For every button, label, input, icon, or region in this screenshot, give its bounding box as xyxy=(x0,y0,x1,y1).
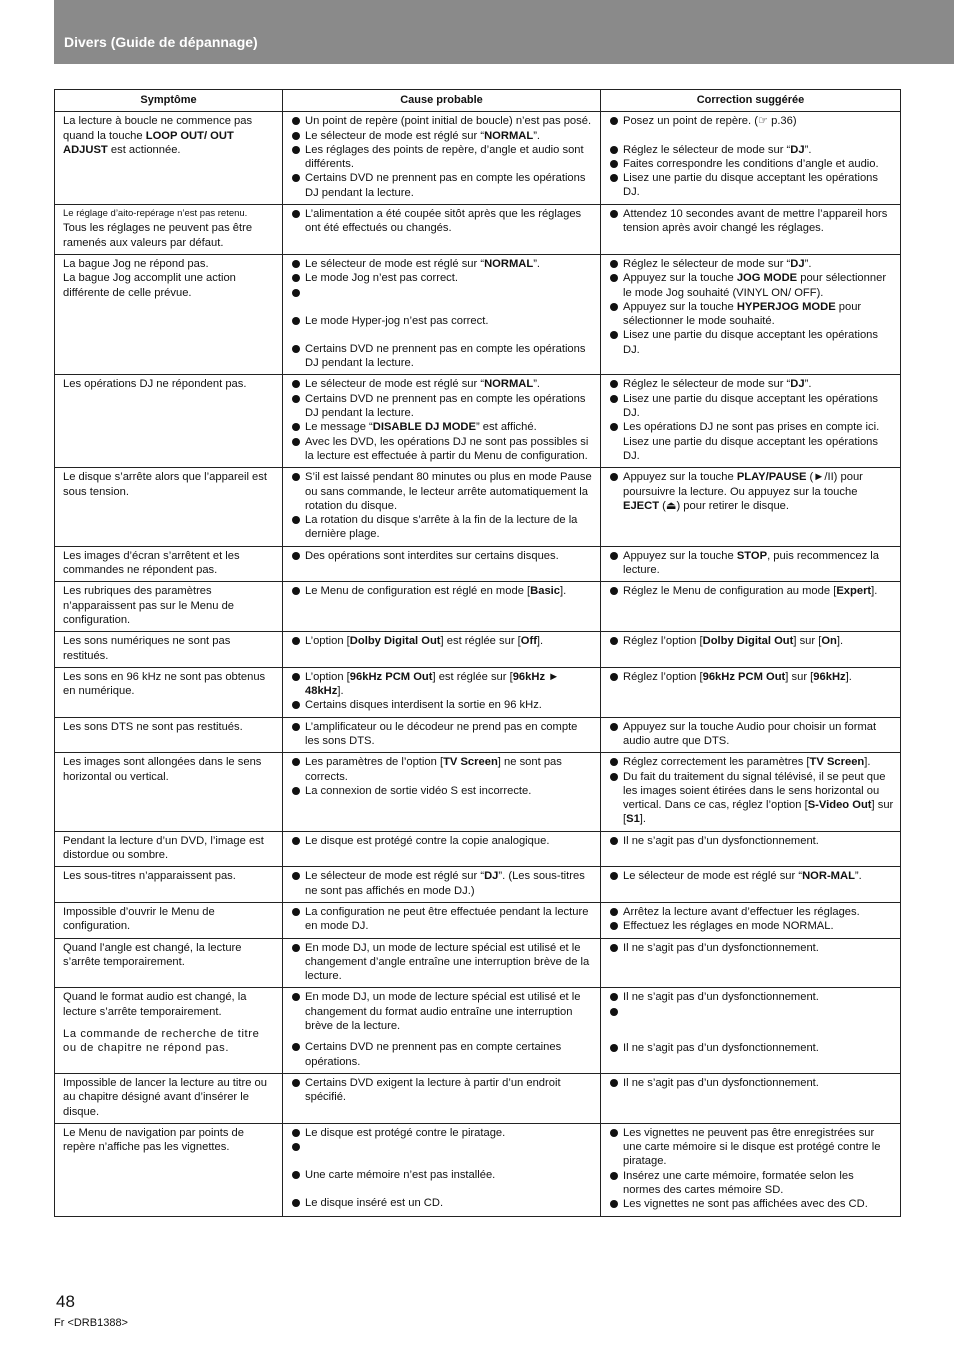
cause-cell xyxy=(283,1073,601,1123)
list-item: Posez un point de repère. (☞ p.36) xyxy=(609,114,894,128)
cause-cell xyxy=(283,717,601,753)
list-item: L’option [Dolby Digital Out] est réglée sur [Off]. xyxy=(291,634,594,648)
list-item: La connexion de sortie vidéo S est incorrecte. xyxy=(291,784,594,798)
list-item: La configuration ne peut être effectuée pendant la lecture en mode DJ. xyxy=(291,905,594,934)
list-item: Un point de repère (point initial de boucle) n’est pas posé. xyxy=(291,114,594,128)
list-item: Attendez 10 secondes avant de mettre l’appareil hors tension après avoir changé les réglages. xyxy=(609,207,894,236)
correction-cell xyxy=(601,468,901,546)
symptom-cell: Pendant la lecture d’un DVD, l’image est distordue ou sombre. xyxy=(55,831,283,867)
list-item: Certains DVD ne prennent pas en compte les opérations DJ pendant la lecture. xyxy=(291,171,594,200)
correction-cell xyxy=(601,831,901,867)
correction-cell xyxy=(601,753,901,831)
list-item: Effectuez les réglages en mode NORMAL. xyxy=(609,919,894,933)
list-item: Les réglages des points de repère, d’angle et audio sont différents. xyxy=(291,143,594,172)
cause-cell xyxy=(283,468,601,546)
cause-cell xyxy=(283,632,601,668)
list-item: Le sélecteur de mode est réglé sur “NOR-MAL”. xyxy=(609,869,894,883)
symptom-cell: La bague Jog ne répond pas. La bague Jog accomplit une action différente de celle prévue. xyxy=(55,254,283,374)
list-item: Les vignettes ne peuvent pas être enregistrées sur une carte mémoire si le disque est protégé contre le piratage. xyxy=(609,1126,894,1169)
list-item: Réglez correctement les paramètres [TV Screen]. xyxy=(609,755,894,769)
list-item: L’amplificateur ou le décodeur ne prend pas en compte les sons DTS. xyxy=(291,720,594,749)
list-item: Le disque inséré est un CD. xyxy=(291,1196,594,1210)
list-item: Le sélecteur de mode est réglé sur “NORMAL”. xyxy=(291,129,594,143)
column-header-correction: Correction suggérée xyxy=(601,90,901,112)
table-row xyxy=(55,582,901,632)
list-item: Une carte mémoire n’est pas installée. xyxy=(291,1168,594,1182)
table-row xyxy=(55,1073,901,1123)
table-row xyxy=(55,112,901,205)
list-item: Lisez une partie du disque acceptant les opérations DJ. xyxy=(609,171,894,200)
symptom-cell: Les opérations DJ ne répondent pas. xyxy=(55,375,283,468)
list-item: Le mode Hyper-jog n’est pas correct. xyxy=(291,314,594,328)
correction-cell xyxy=(601,546,901,582)
list-item: S’il est laissé pendant 80 minutes ou plus en mode Pause ou sans commande, le lecteur arrête automatiquement la rotation du disque. xyxy=(291,470,594,513)
correction-cell xyxy=(601,938,901,988)
correction-cell xyxy=(601,667,901,717)
list-item: Certains DVD ne prennent pas en compte les opérations DJ pendant la lecture. xyxy=(291,342,594,371)
symptom-cell: Quand le format audio est changé, la lecture s’arrête temporairement. La commande de recherche de titre ou de chapitre ne répond pas. xyxy=(55,988,283,1073)
list-item: Avec les DVD, les opérations DJ ne sont pas possibles si la lecture est effectuée à partir du Menu de configuration. xyxy=(291,435,594,464)
list-item: Appuyez sur la touche JOG MODE pour sélectionner le mode Jog souhaité (VINYL ON/ OFF). xyxy=(609,271,894,300)
list-item: L’alimentation a été coupée sitôt après que les réglages ont été effectués ou changés. xyxy=(291,207,594,236)
section-header-bar xyxy=(54,0,954,64)
table-row xyxy=(55,546,901,582)
correction-cell xyxy=(601,632,901,668)
list-item: Lisez une partie du disque acceptant les opérations DJ. xyxy=(609,328,894,357)
list-item: Réglez l’option [Dolby Digital Out] sur [On]. xyxy=(609,634,894,648)
cause-cell xyxy=(283,254,601,374)
column-header-cause: Cause probable xyxy=(283,90,601,112)
list-item: Réglez l’option [96kHz PCM Out] sur [96kHz]. xyxy=(609,670,894,684)
symptom-cell: La lecture à boucle ne commence pas quand la touche LOOP OUT/ OUT ADJUST est actionnée. xyxy=(55,112,283,205)
list-item: Le disque est protégé contre la copie analogique. xyxy=(291,834,594,848)
symptom-cell: Le Menu de navigation par points de repère n’affiche pas les vignettes. xyxy=(55,1123,283,1216)
cause-cell xyxy=(283,667,601,717)
table-row xyxy=(55,831,901,867)
cause-cell xyxy=(283,205,601,255)
cause-cell xyxy=(283,1123,601,1216)
correction-cell xyxy=(601,205,901,255)
list-item: Le mode Jog n’est pas correct. xyxy=(291,271,594,285)
troubleshooting-table xyxy=(54,89,901,1217)
table-row xyxy=(55,717,901,753)
cause-cell xyxy=(283,375,601,468)
symptom-cell: Les sous-titres n’apparaissent pas. xyxy=(55,867,283,903)
list-item: Le sélecteur de mode est réglé sur “DJ”. (Les sous-titres ne sont pas affichés en mode DJ.) xyxy=(291,869,594,898)
cause-cell xyxy=(283,753,601,831)
table-row xyxy=(55,375,901,468)
list-item: Appuyez sur la touche STOP, puis recommencez la lecture. xyxy=(609,549,894,578)
list-item: Réglez le sélecteur de mode sur “DJ”. xyxy=(609,143,894,157)
cause-cell xyxy=(283,867,601,903)
symptom-cell: Les sons en 96 kHz ne sont pas obtenus en numérique. xyxy=(55,667,283,717)
list-item: Le Menu de configuration est réglé en mode [Basic]. xyxy=(291,584,594,598)
cause-cell xyxy=(283,112,601,205)
list-item: La rotation du disque s’arrête à la fin de la lecture de la dernière plage. xyxy=(291,513,594,542)
symptom-cell: Le réglage d’aito-repérage n’est pas retenu. Tous les réglages ne peuvent pas être ramenés aux valeurs par défaut. xyxy=(55,205,283,255)
correction-cell xyxy=(601,717,901,753)
list-item: Il ne s’agit pas d’un dysfonctionnement. xyxy=(609,1076,894,1090)
list-item: Le sélecteur de mode est réglé sur “NORMAL”. xyxy=(291,257,594,271)
list-item: Faites correspondre les conditions d’angle et audio. xyxy=(609,157,894,171)
list-item: Réglez le sélecteur de mode sur “DJ”. xyxy=(609,257,894,271)
list-item: Lisez une partie du disque acceptant les opérations DJ. xyxy=(609,392,894,421)
list-item: Réglez le Menu de configuration au mode [Expert]. xyxy=(609,584,894,598)
symptom-cell: Impossible de lancer la lecture au titre ou au chapitre désigné avant d’insérer le disque. xyxy=(55,1073,283,1123)
list-item: Du fait du traitement du signal télévisé, il se peut que les images soient étirées dans le sens horizontal ou vertical. Dans ce cas, réglez l’option [S-Video Out] sur [S1]. xyxy=(609,770,894,827)
table-row xyxy=(55,988,901,1073)
list-item: Appuyez sur la touche HYPERJOG MODE pour sélectionner le mode souhaité. xyxy=(609,300,894,329)
list-item: Insérez une carte mémoire, formatée selon les normes des cartes mémoire SD. xyxy=(609,1169,894,1198)
list-item: Il ne s’agit pas d’un dysfonctionnement. xyxy=(609,941,894,955)
table-header-row xyxy=(55,90,901,112)
correction-cell xyxy=(601,902,901,938)
correction-cell xyxy=(601,254,901,374)
correction-cell xyxy=(601,112,901,205)
table-row xyxy=(55,667,901,717)
list-item: Des opérations sont interdites sur certains disques. xyxy=(291,549,594,563)
list-item: En mode DJ, un mode de lecture spécial est utilisé et le changement d’angle entraîne une interruption brève de la lecture. xyxy=(291,941,594,984)
symptom-cell: Impossible d’ouvrir le Menu de configuration. xyxy=(55,902,283,938)
list-item: Certains DVD ne prennent pas en compte les opérations DJ pendant la lecture. xyxy=(291,392,594,421)
list-item: Appuyez sur la touche PLAY/PAUSE (►/II) pour poursuivre la lecture. Ou appuyez sur la touche EJECT (⏏) pour retirer le disque. xyxy=(609,470,894,513)
table-row xyxy=(55,867,901,903)
list-item: Les vignettes ne sont pas affichées avec des CD. xyxy=(609,1197,894,1211)
correction-cell xyxy=(601,867,901,903)
correction-cell xyxy=(601,1073,901,1123)
column-header-symptom: Symptôme xyxy=(55,90,283,112)
symptom-cell: Les images sont allongées dans le sens horizontal ou vertical. xyxy=(55,753,283,831)
list-item: Il ne s’agit pas d’un dysfonctionnement. xyxy=(609,834,894,848)
symptom-cell: Le disque s’arrête alors que l’appareil est sous tension. xyxy=(55,468,283,546)
list-item: Certains DVD exigent la lecture à partir d’un endroit spécifié. xyxy=(291,1076,594,1105)
cause-cell xyxy=(283,902,601,938)
table-row xyxy=(55,205,901,255)
table-row xyxy=(55,938,901,988)
list-item: Certains disques interdisent la sortie en 96 kHz. xyxy=(291,698,594,712)
section-title: Divers (Guide de dépannage) xyxy=(64,34,258,50)
correction-cell xyxy=(601,582,901,632)
cause-cell xyxy=(283,546,601,582)
list-item: Le message “DISABLE DJ MODE” est affiché. xyxy=(291,420,594,434)
symptom-cell: Les images d’écran s’arrêtent et les commandes ne répondent pas. xyxy=(55,546,283,582)
list-item: Certains DVD ne prennent pas en compte certaines opérations. xyxy=(291,1040,594,1069)
list-item: Arrêtez la lecture avant d’effectuer les réglages. xyxy=(609,905,894,919)
list-item: Réglez le sélecteur de mode sur “DJ”. xyxy=(609,377,894,391)
cause-cell xyxy=(283,988,601,1073)
symptom-cell: Les sons numériques ne sont pas restitués. xyxy=(55,632,283,668)
list-item: Le sélecteur de mode est réglé sur “NORMAL”. xyxy=(291,377,594,391)
table-row xyxy=(55,632,901,668)
table-row xyxy=(55,902,901,938)
correction-cell xyxy=(601,375,901,468)
table-row xyxy=(55,753,901,831)
symptom-cell: Les sons DTS ne sont pas restitués. xyxy=(55,717,283,753)
cause-cell xyxy=(283,831,601,867)
list-item: Appuyez sur la touche Audio pour choisir un format audio autre que DTS. xyxy=(609,720,894,749)
correction-cell xyxy=(601,1123,901,1216)
cause-cell xyxy=(283,938,601,988)
list-item: Il ne s’agit pas d’un dysfonctionnement. xyxy=(609,990,894,1004)
table-row xyxy=(55,254,901,374)
document-code: Fr <DRB1388> xyxy=(54,1317,128,1329)
list-item: Il ne s’agit pas d’un dysfonctionnement. xyxy=(609,1041,894,1055)
table-row xyxy=(55,1123,901,1216)
list-item: Les paramètres de l’option [TV Screen] ne sont pas corrects. xyxy=(291,755,594,784)
list-item: Le disque est protégé contre le piratage. xyxy=(291,1126,594,1140)
page-number: 48 xyxy=(56,1292,75,1311)
table-row xyxy=(55,468,901,546)
cause-cell xyxy=(283,582,601,632)
list-item: En mode DJ, un mode de lecture spécial est utilisé et le changement du format audio entraîne une interruption brève de la lecture. xyxy=(291,990,594,1033)
symptom-cell: Les rubriques des paramètres n’apparaissent pas sur le Menu de configuration. xyxy=(55,582,283,632)
list-item: Les opérations DJ ne sont pas prises en compte ici. Lisez une partie du disque acceptant les opérations DJ. xyxy=(609,420,894,463)
list-item: L’option [96kHz PCM Out] est réglée sur [96kHz ► 48kHz]. xyxy=(291,670,594,699)
symptom-cell: Quand l’angle est changé, la lecture s’arrête temporairement. xyxy=(55,938,283,988)
correction-cell xyxy=(601,988,901,1073)
